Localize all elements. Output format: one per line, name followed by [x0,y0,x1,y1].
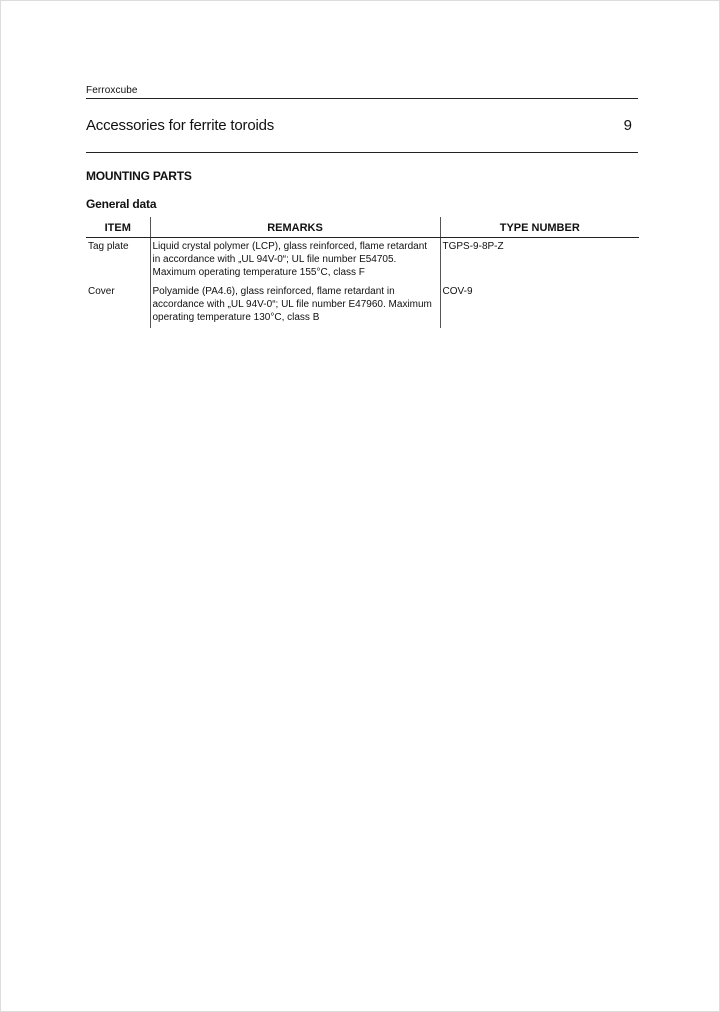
general-data-table [86,217,639,328]
header-rule-bottom [86,152,638,153]
column-header-item: ITEM [86,217,150,238]
section-subheading: General data [86,197,157,211]
cell-item: Cover [88,286,115,297]
table-row [86,238,639,284]
page-number: 9 [623,117,632,134]
cell-remarks: Polyamide (PA4.6), glass reinforced, flame retardant in accordance with „UL 94V-0“; UL file number E47960. Maximum operating temperature 130°C, class B [150,283,440,328]
table-row [86,283,639,328]
company-name: Ferroxcube [86,85,138,96]
column-header-type-number: TYPE NUMBER [440,217,639,238]
cell-remarks: Liquid crystal polymer (LCP), glass reinforced, flame retardant in accordance with „UL 94V-0“; UL file number E54705. Maximum operating temperature 155°C, class F [150,238,440,284]
section-heading: MOUNTING PARTS [86,169,192,183]
cell-type-number: COV-9 [440,283,639,328]
table-header-row [86,217,639,238]
page-title: Accessories for ferrite toroids [86,117,275,134]
cell-type-number: TGPS-9-8P-Z [440,238,639,284]
header-rule-top [86,98,638,99]
cell-item: Tag plate [88,241,129,252]
column-header-remarks: REMARKS [150,217,440,238]
